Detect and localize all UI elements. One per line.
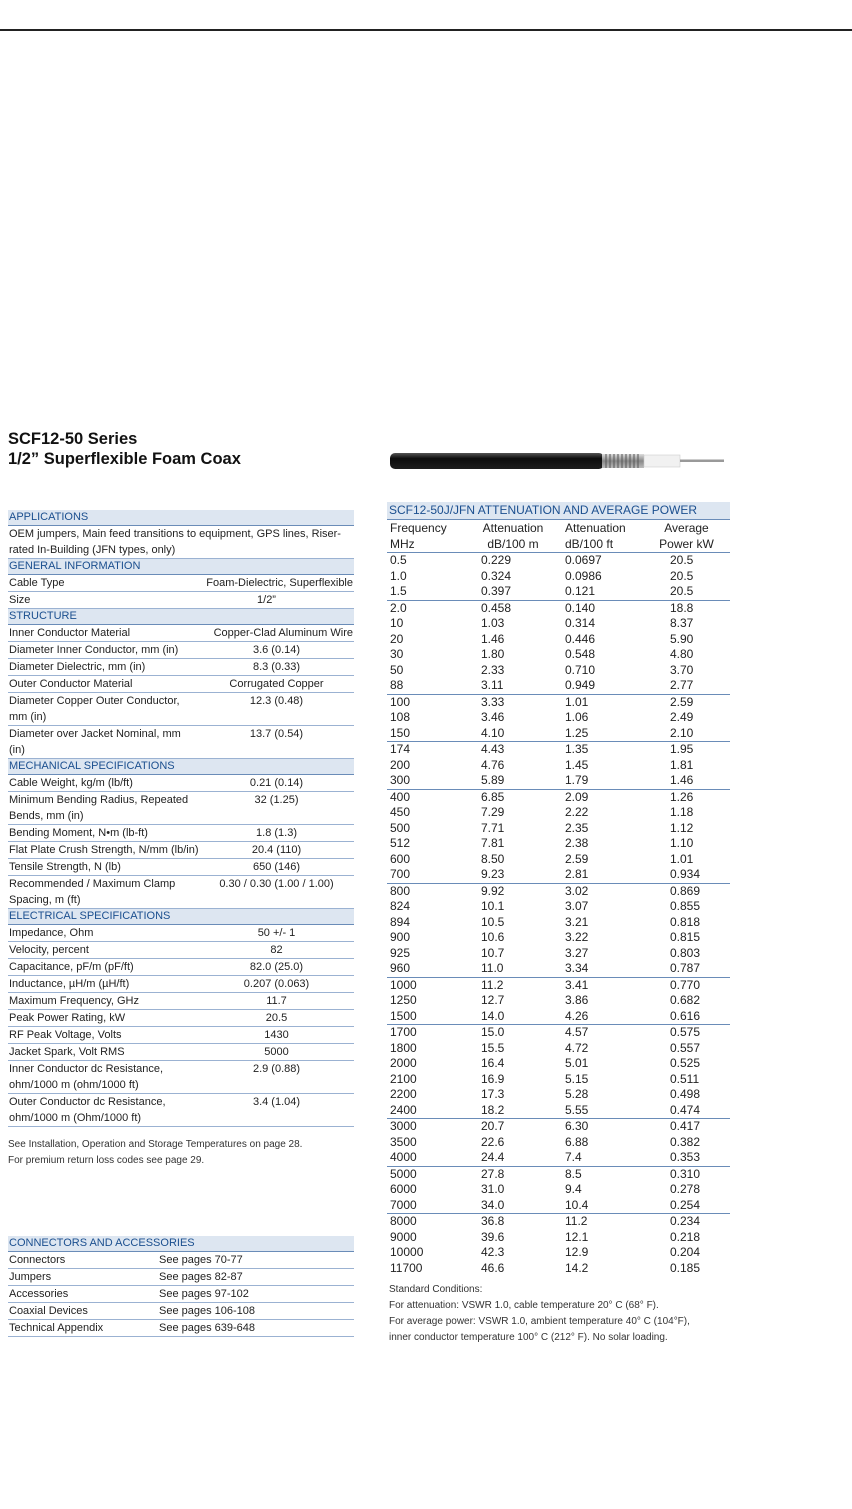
table-cell: 12.9 [565,1245,589,1259]
table-row [387,836,730,852]
table-cell: 8.5 [565,1166,582,1181]
table-row [387,773,730,789]
standard-conditions [387,1282,730,1346]
table-cell: 0.446 [565,631,596,646]
table-cell: 18.2 [481,1102,505,1117]
table-cell: 450 [390,805,411,819]
table-cell: 0.770 [670,977,701,992]
table-cell: 6.85 [481,789,505,804]
table-row [387,946,730,962]
table-cell: 1.26 [670,789,694,804]
table-row [387,1245,730,1261]
table-cell: 3.41 [565,977,589,992]
spec-row: Tensile Strength, N (lb) 650 (146) [8,859,354,876]
table-cell: 0.278 [670,1182,701,1196]
table-cell: 7000 [390,1197,417,1212]
table-cell: 4.43 [481,742,505,756]
table-cell: 11.0 [481,961,504,975]
table-cell: 12.1 [565,1229,589,1244]
table-row [387,1009,730,1025]
table-cell: 20.7 [481,1119,505,1133]
table-cell: 2200 [390,1087,417,1101]
spec-row: Size 1/2” [8,592,354,609]
table-header [387,536,730,553]
table-cell: 10.5 [481,914,505,929]
table-cell: 11700 [390,1260,423,1275]
spec-row: Diameter over Jacket Nominal, mm (in) 13.7 (0.54) [8,726,354,759]
table-row [387,1198,730,1214]
table-cell: 0.0697 [565,553,602,567]
spec-row: Cable Type Foam-Dielectric, Superflexible [8,575,354,592]
note-line: For premium return loss codes see page 29. [8,1155,205,1166]
table-cell: 0.121 [565,584,596,598]
table-cell: 20.5 [670,584,694,598]
table-header [387,520,730,536]
spec-row: Peak Power Rating, kW 20.5 [8,1010,354,1027]
table-cell: 4.57 [565,1025,589,1039]
table-cell: 7.71 [481,820,505,835]
table-cell: 2.59 [670,694,694,709]
table-cell: 10000 [390,1245,424,1259]
table-cell: 6000 [390,1182,417,1196]
table-cell: 0.5 [390,553,407,567]
table-cell: 7.81 [481,836,505,850]
table-cell: 1.5 [390,584,407,598]
table-cell: 300 [390,773,411,787]
table-cell: 0.382 [670,1134,701,1149]
table-cell: 900 [390,930,411,944]
table-row [387,821,730,837]
table-row [387,1166,730,1183]
table-cell: 1500 [390,1008,417,1023]
spec-row: Diameter Dielectric, mm (in) 8.3 (0.33) [8,659,354,676]
table-cell: 4.72 [565,1040,589,1055]
spec-row: Inner Conductor dc Resistance, ohm/1000 m (ohm/1000 ft) 2.9 (0.88) [8,1061,354,1094]
spec-row: Impedance, Ohm 50 +/- 1 [8,925,354,942]
table-cell: 8000 [390,1214,417,1228]
table-cell: 17.3 [481,1087,505,1101]
table-cell: 0.498 [670,1087,701,1101]
table-cell: 3.22 [565,930,589,944]
table-cell: 3.34 [565,961,589,975]
conditions-line: For attenuation: VSWR 1.0, cable temperature 20° C (68° F). [389,1300,659,1311]
note-line: See Installation, Operation and Storage Temperatures on page 28. [8,1139,303,1150]
table-cell: 2100 [390,1071,417,1086]
table-cell: 0.417 [670,1119,701,1133]
table-cell: 2.0 [390,600,407,615]
spec-row: Cable Weight, kg/m (lb/ft) 0.21 (0.14) [8,775,354,792]
spec-row: Minimum Bending Radius, Repeated Bends, mm (in) 32 (1.25) [8,792,354,825]
table-cell: 1250 [390,993,417,1007]
applications-text: OEM jumpers, Main feed transitions to equipment, GPS lines, Riser-rated In-Building (JFN types, only) [8,526,354,559]
table-cell: 14.2 [565,1260,589,1275]
table-cell: 0.557 [670,1040,701,1055]
table-cell: 1.25 [565,725,589,740]
table-cell: 1.80 [481,647,505,661]
spec-row: Flat Plate Crush Strength, N/mm (lb/in) 20.4 (110) [8,842,354,859]
table-cell: 5.89 [481,773,505,787]
table-cell: 4.80 [670,647,694,661]
table-cell: 4.26 [565,1008,589,1023]
table-row [387,915,730,931]
general-heading: GENERAL INFORMATION [8,559,354,575]
table-cell: 1.01 [670,851,694,866]
table-cell: 0.869 [670,883,701,898]
mechanical-heading: MECHANICAL SPECIFICATIONS [8,759,354,775]
table-row [387,1056,730,1072]
table-cell: 9.23 [481,867,505,881]
structure-heading: STRUCTURE [8,609,354,625]
table-cell: 18.8 [670,600,694,615]
top-rule [0,29,852,31]
table-cell: 31.0 [481,1182,505,1196]
table-cell: 4.10 [481,725,505,740]
table-cell: 9.92 [481,883,505,898]
table-row [387,930,730,946]
spec-row: Velocity, percent 82 [8,942,354,959]
title-block [8,429,241,469]
table-cell: 20.5 [670,568,694,583]
attenuation-title: SCF12-50J/JFN ATTENUATION AND AVERAGE POWER [387,502,730,520]
table-cell: 3.21 [565,914,589,929]
table-cell: 11.2 [565,1214,588,1228]
table-cell: 11.2 [481,977,504,992]
conditions-line: inner conductor temperature 100° C (212° F). No solar loading. [389,1332,668,1343]
table-cell: 894 [390,914,411,929]
table-cell: 3.27 [565,945,589,960]
table-row [387,726,730,742]
table-cell: 0.254 [670,1197,701,1212]
table-cell: 50 [390,662,404,677]
table-cell: 2.59 [565,851,589,866]
spec-column [8,510,354,1169]
table-cell: 1.46 [481,631,505,646]
table-cell: 1.81 [670,757,694,772]
table-cell: 3.02 [565,883,589,898]
table-cell: 0.324 [481,568,512,583]
table-cell: 3.46 [481,710,505,724]
spec-row: Capacitance, pF/m (pF/ft) 82.0 (25.0) [8,959,354,976]
spec-row: Diameter Inner Conductor, mm (in) 3.6 (0.14) [8,642,354,659]
table-cell: 2400 [390,1102,417,1117]
table-cell: 0.397 [481,584,512,598]
header-cell: Average [664,521,709,535]
table-row [387,600,730,617]
spec-row: RF Peak Voltage, Volts 1430 [8,1027,354,1044]
table-cell: 0.949 [565,678,596,692]
table-cell: 4000 [390,1150,417,1164]
table-row [387,632,730,648]
table-cell: 800 [390,883,411,898]
table-row [387,961,730,977]
electrical-heading: ELECTRICAL SPECIFICATIONS [8,909,354,925]
table-cell: 42.3 [481,1245,505,1259]
table-cell: 0.934 [670,867,701,881]
connector-row: Jumpers See pages 82-87 [8,1269,354,1286]
cable-image [390,450,726,472]
spec-row: Outer Conductor Material Corrugated Copper [8,676,354,693]
table-cell: 6.88 [565,1134,589,1149]
table-cell: 16.9 [481,1071,505,1086]
table-cell: 3500 [390,1134,417,1149]
table-cell: 1700 [390,1025,417,1039]
spec-row: Inner Conductor Material Copper-Clad Aluminum Wire [8,625,354,642]
table-row [387,647,730,663]
table-cell: 27.8 [481,1166,505,1181]
connector-row: Coaxial Devices See pages 106-108 [8,1303,354,1320]
table-row [387,616,730,632]
table-cell: 0.710 [565,662,596,677]
table-cell: 36.8 [481,1214,505,1228]
table-cell: 34.0 [481,1197,505,1212]
table-cell: 2.49 [670,710,694,724]
table-cell: 5.15 [565,1071,589,1086]
table-cell: 1.0 [390,568,407,583]
table-cell: 0.229 [481,553,512,567]
table-cell: 8.50 [481,851,505,866]
table-row [387,1024,730,1041]
table-cell: 5000 [390,1166,417,1181]
table-cell: 500 [390,820,411,835]
table-row [387,993,730,1009]
product-subtitle: 1/2” Superflexible Foam Coax [8,450,241,468]
table-cell: 1.06 [565,710,589,724]
table-cell: 0.234 [670,1214,701,1228]
table-cell: 174 [390,742,411,756]
table-cell: 0.185 [670,1260,701,1275]
table-cell: 16.4 [481,1056,505,1070]
spec-row: Maximum Frequency, GHz 11.7 [8,993,354,1010]
table-cell: 9.4 [565,1182,582,1196]
table-cell: 512 [390,836,411,850]
table-row [387,867,730,883]
table-row [387,805,730,821]
table-cell: 46.6 [481,1260,505,1275]
table-cell: 0.511 [670,1071,700,1086]
table-cell: 10.7 [481,945,505,960]
table-cell: 925 [390,945,411,960]
table-row [387,1072,730,1088]
table-row [387,678,730,694]
table-cell: 10.4 [565,1197,589,1212]
table-row [387,1087,730,1103]
table-cell: 0.818 [670,914,701,929]
table-cell: 4.76 [481,757,505,772]
table-cell: 5.01 [565,1056,589,1070]
table-cell: 0.314 [565,616,596,630]
table-cell: 0.575 [670,1025,701,1039]
conditions-heading: Standard Conditions: [389,1284,483,1295]
table-cell: 10 [390,616,404,630]
table-cell: 1.79 [565,773,589,787]
table-cell: 39.6 [481,1229,505,1244]
table-cell: 3.11 [481,678,504,692]
table-cell: 20.5 [670,553,694,567]
table-cell: 0.218 [670,1229,701,1244]
table-cell: 1000 [390,977,417,992]
table-cell: 12.7 [481,993,505,1007]
table-cell: 150 [390,725,411,740]
table-cell: 2.81 [565,867,589,881]
table-cell: 30 [390,647,404,661]
spec-row: Inductance, µH/m (µH/ft) 0.207 (0.063) [8,976,354,993]
table-row [387,1230,730,1246]
notes [8,1137,354,1169]
table-cell: 7.4 [565,1150,582,1164]
table-row [387,1135,730,1151]
table-row [387,1182,730,1198]
header-cell: MHz [390,537,415,551]
table-cell: 0.0986 [565,568,602,583]
header-cell: dB/100 ft [565,537,614,551]
spec-row: Bending Moment, N•m (lb-ft) 1.8 (1.3) [8,825,354,842]
table-cell: 1.10 [670,836,694,850]
table-cell: 1.03 [481,616,505,630]
table-row [387,1041,730,1057]
table-row [387,852,730,868]
table-cell: 3000 [390,1119,417,1133]
table-cell: 200 [390,757,411,772]
table-row [387,1103,730,1119]
table-row [387,1150,730,1166]
table-cell: 8.37 [670,616,694,630]
table-cell: 14.0 [481,1008,505,1023]
connector-row: Connectors See pages 70-77 [8,1252,354,1269]
connector-row: Technical Appendix See pages 639-648 [8,1320,354,1337]
table-cell: 5.28 [565,1087,589,1101]
table-cell: 0.803 [670,945,701,960]
table-cell: 0.616 [670,1008,701,1023]
table-cell: 0.815 [670,930,701,944]
table-cell: 10.1 [481,899,505,913]
table-cell: 1.46 [670,773,694,787]
table-row [387,1213,730,1230]
table-cell: 0.682 [670,993,701,1007]
table-cell: 2000 [390,1056,417,1070]
table-cell: 960 [390,961,411,975]
table-row [387,1118,730,1135]
table-row [387,899,730,915]
table-cell: 3.86 [565,993,589,1007]
spec-row: Jacket Spark, Volt RMS 5000 [8,1044,354,1061]
table-cell: 108 [390,710,411,724]
table-cell: 600 [390,851,411,866]
table-cell: 0.353 [670,1150,701,1164]
attenuation-table [387,502,730,1346]
table-cell: 400 [390,789,411,804]
header-cell: Attenuation [482,521,544,535]
conditions-line: For average power: VSWR 1.0, ambient temperature 40° C (104°F), [389,1316,690,1327]
table-cell: 15.5 [481,1040,505,1055]
table-cell: 2.35 [565,820,589,835]
table-cell: 6.30 [565,1119,589,1133]
table-row [387,1261,730,1277]
table-cell: 100 [390,694,411,709]
table-row [387,553,730,569]
connectors-section [8,1236,354,1337]
table-cell: 700 [390,867,411,881]
connectors-heading: CONNECTORS AND ACCESSORIES [8,1236,354,1252]
table-cell: 5.55 [565,1102,589,1117]
table-cell: 3.70 [670,662,694,677]
table-cell: 5.90 [670,631,694,646]
table-row [387,584,730,600]
table-cell: 3.07 [565,899,589,913]
table-cell: 0.140 [565,600,596,615]
table-row [387,569,730,585]
table-cell: 1.01 [565,694,589,709]
spec-row: Diameter Copper Outer Conductor, mm (in) 12.3 (0.48) [8,693,354,726]
header-cell: Frequency [390,521,447,535]
table-cell: 3.33 [481,694,505,709]
series-title: SCF12-50 Series [8,430,138,448]
connector-row: Accessories See pages 97-102 [8,1286,354,1303]
table-cell: 1.35 [565,742,589,756]
table-cell: 7.29 [481,805,505,819]
table-cell: 0.204 [670,1245,701,1259]
applications-heading: APPLICATIONS [8,510,354,526]
table-row [387,883,730,900]
table-cell: 0.525 [670,1056,701,1070]
header-cell: dB/100 m [487,537,539,551]
table-body [387,553,730,1276]
table-cell: 2.33 [481,662,505,677]
spec-row: Outer Conductor dc Resistance, ohm/1000 m (Ohm/1000 ft) 3.4 (1.04) [8,1094,354,1127]
table-cell: 1.18 [670,805,694,819]
table-row [387,694,730,711]
table-cell: 0.474 [670,1102,701,1117]
table-cell: 0.787 [670,961,701,975]
table-cell: 0.548 [565,647,596,661]
header-cell: Attenuation [565,521,626,535]
table-row [387,710,730,726]
header-cell: Power kW [659,537,714,551]
table-cell: 15.0 [481,1025,505,1039]
table-cell: 20 [390,631,404,646]
table-cell: 824 [390,899,411,913]
table-cell: 0.855 [670,899,701,913]
table-cell: 22.6 [481,1134,505,1149]
table-cell: 1.95 [670,742,694,756]
table-row [387,758,730,774]
spec-row: Recommended / Maximum Clamp Spacing, m (ft) 0.30 / 0.30 (1.00 / 1.00) [8,876,354,909]
table-cell: 2.22 [565,805,589,819]
table-cell: 1.45 [565,757,589,772]
table-cell: 1.12 [670,820,694,835]
table-row [387,789,730,806]
table-cell: 2.09 [565,789,589,804]
table-row [387,663,730,679]
table-cell: 2.10 [670,725,694,740]
table-cell: 88 [390,678,404,692]
table-cell: 10.6 [481,930,505,944]
table-row [387,977,730,994]
table-cell: 0.310 [670,1166,701,1181]
table-cell: 24.4 [481,1150,505,1164]
table-cell: 2.77 [670,678,694,692]
table-cell: 2.38 [565,836,589,850]
table-cell: 0.458 [481,600,512,615]
table-row [387,741,730,758]
table-cell: 1800 [390,1040,417,1055]
table-cell: 9000 [390,1229,417,1244]
